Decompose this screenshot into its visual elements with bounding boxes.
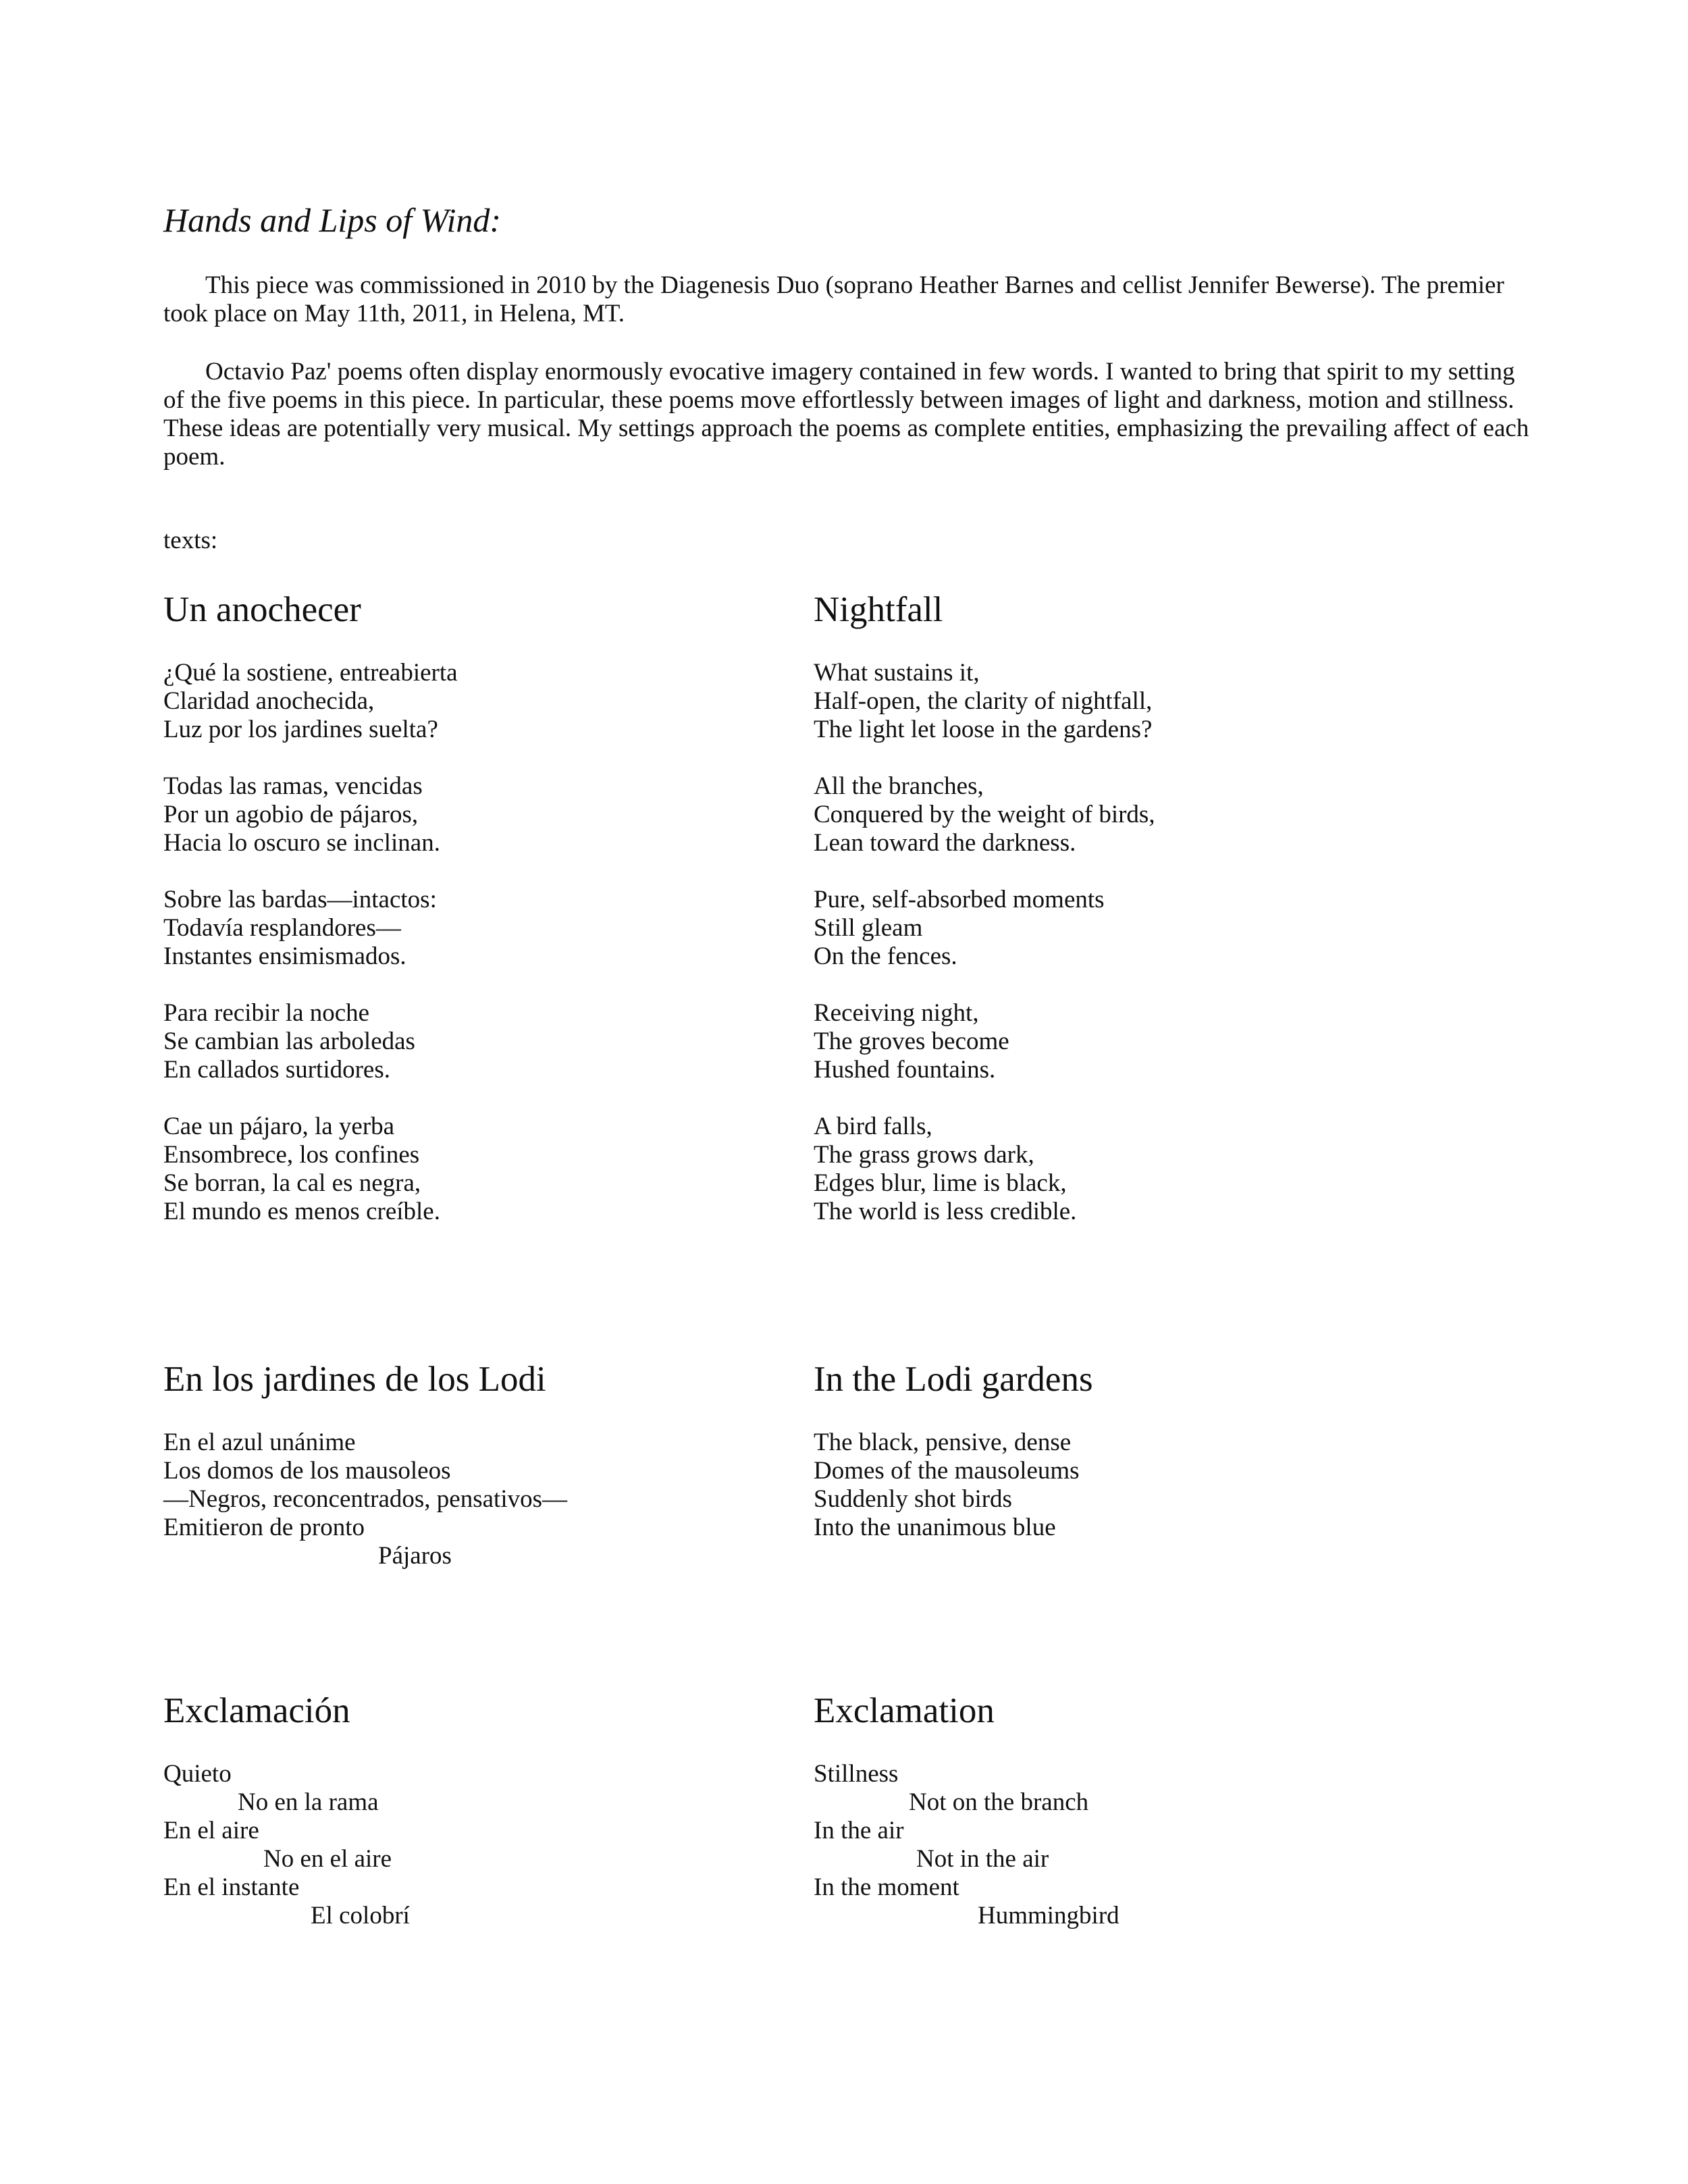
poem-line: A bird falls, (814, 1113, 932, 1140)
poem-line: En el aire (163, 1817, 259, 1844)
poem-line: What sustains it, (814, 659, 980, 687)
poem-line: Suddenly shot birds (814, 1485, 1012, 1513)
poem-line: Por un agobio de pájaros, (163, 801, 419, 828)
stanza-break (814, 857, 1155, 886)
poem-line: Receiving night, (814, 999, 979, 1027)
poem-line: Not in the air (916, 1845, 1049, 1873)
poem-2-english-title: In the Lodi gardens (814, 1360, 1093, 1399)
poem-line: Instantes ensimismados. (163, 942, 406, 970)
poem-line: Half-open, the clarity of nightfall, (814, 687, 1153, 715)
poem-line: Los domos de los mausoleos (163, 1457, 451, 1485)
poem-1-spanish-title: Un anochecer (163, 590, 361, 629)
poem-line: Hushed fountains. (814, 1056, 996, 1084)
poem-line: Hacia lo oscuro se inclinan. (163, 829, 440, 857)
poem-line: Cae un pájaro, la yerba (163, 1113, 395, 1140)
poem-3-english-text (814, 1760, 1119, 1930)
poem-line: En el instante (163, 1873, 300, 1901)
poem-line: —Negros, reconcentrados, pensativos— (163, 1485, 567, 1513)
poem-line: All the branches, (814, 772, 984, 800)
poem-line: Luz por los jardines suelta? (163, 716, 438, 743)
poem-3-english-title: Exclamation (814, 1691, 995, 1730)
poem-line: Not on the branch (909, 1788, 1089, 1816)
poem-line: The groves become (814, 1028, 1009, 1055)
poem-line: On the fences. (814, 942, 957, 970)
stanza-break (163, 1084, 458, 1113)
stanza-break (814, 971, 1155, 999)
stanza-break (814, 744, 1155, 772)
poem-3-spanish-text (163, 1760, 410, 1930)
texts-label: texts: (163, 527, 218, 554)
poem-1-english-text (814, 659, 1155, 1226)
poem-line: In the air (814, 1817, 904, 1844)
poem-line: Pájaros (378, 1542, 452, 1570)
poem-line: Into the unanimous blue (814, 1514, 1056, 1541)
poem-line: Conquered by the weight of birds, (814, 801, 1155, 828)
poem-1-english-title: Nightfall (814, 590, 943, 629)
poem-line: Sobre las bardas—intactos: (163, 886, 437, 913)
poem-2-english-text (814, 1429, 1080, 1542)
poem-line: The grass grows dark, (814, 1141, 1034, 1169)
poem-line: Hummingbird (978, 1902, 1119, 1929)
stanza-break (163, 857, 458, 886)
poem-line: The world is less credible. (814, 1198, 1077, 1225)
document-title: Hands and Lips of Wind: (163, 201, 502, 239)
intro-paragraph-1: This piece was commissioned in 2010 by the Diagenesis Duo (soprano Heather Barnes and cellist Jennifer Bewerse). The premier took place on May 11th, 2011, in Helena, MT. (163, 271, 1504, 327)
poem-line: Pure, self-absorbed moments (814, 886, 1105, 913)
poem-line: Still gleam (814, 914, 923, 942)
poem-line: Todavía resplandores— (163, 914, 401, 942)
poem-2-spanish-title: En los jardines de los Lodi (163, 1360, 546, 1399)
stanza-break (163, 744, 458, 772)
poem-line: No en el aire (263, 1845, 392, 1873)
poem-line: Quieto (163, 1760, 232, 1788)
intro-paragraph-2: Octavio Paz' poems often display enormously evocative imagery contained in few words. I wanted to bring that spirit to my setting of the five poems in this piece. In particular, these poems move effortlessly between images of light and darkness, motion and stillness. These ideas are potentially very musical. My settings approach the poems as complete entities, emphasizing the prevailing affect of each poem. (163, 358, 1529, 471)
poem-line: The black, pensive, dense (814, 1429, 1072, 1456)
poem-line: En el azul unánime (163, 1429, 356, 1456)
poem-line: No en la rama (238, 1788, 379, 1816)
poem-line: ¿Qué la sostiene, entreabierta (163, 659, 458, 687)
stanza-break (814, 1084, 1155, 1113)
poem-line: Claridad anochecida, (163, 687, 375, 715)
poem-line: Se cambian las arboledas (163, 1028, 415, 1055)
poem-line: Todas las ramas, vencidas (163, 772, 423, 800)
poem-line: Lean toward the darkness. (814, 829, 1076, 857)
stanza-break (163, 971, 458, 999)
poem-line: Emitieron de pronto (163, 1514, 365, 1541)
poem-line: En callados surtidores. (163, 1056, 390, 1084)
poem-line: Edges blur, lime is black, (814, 1169, 1067, 1197)
poem-1-spanish-text (163, 659, 458, 1226)
poem-line: Se borran, la cal es negra, (163, 1169, 421, 1197)
poem-line: Stillness (814, 1760, 899, 1788)
poem-line: In the moment (814, 1873, 959, 1901)
poem-2-spanish-text (163, 1429, 567, 1570)
poem-3-spanish-title: Exclamación (163, 1691, 350, 1730)
poem-line: The light let loose in the gardens? (814, 716, 1153, 743)
poem-line: Ensombrece, los confines (163, 1141, 420, 1169)
poem-line: El mundo es menos creíble. (163, 1198, 440, 1225)
poem-line: El colobrí (311, 1902, 410, 1929)
poem-line: Domes of the mausoleums (814, 1457, 1080, 1485)
poem-line: Para recibir la noche (163, 999, 370, 1027)
